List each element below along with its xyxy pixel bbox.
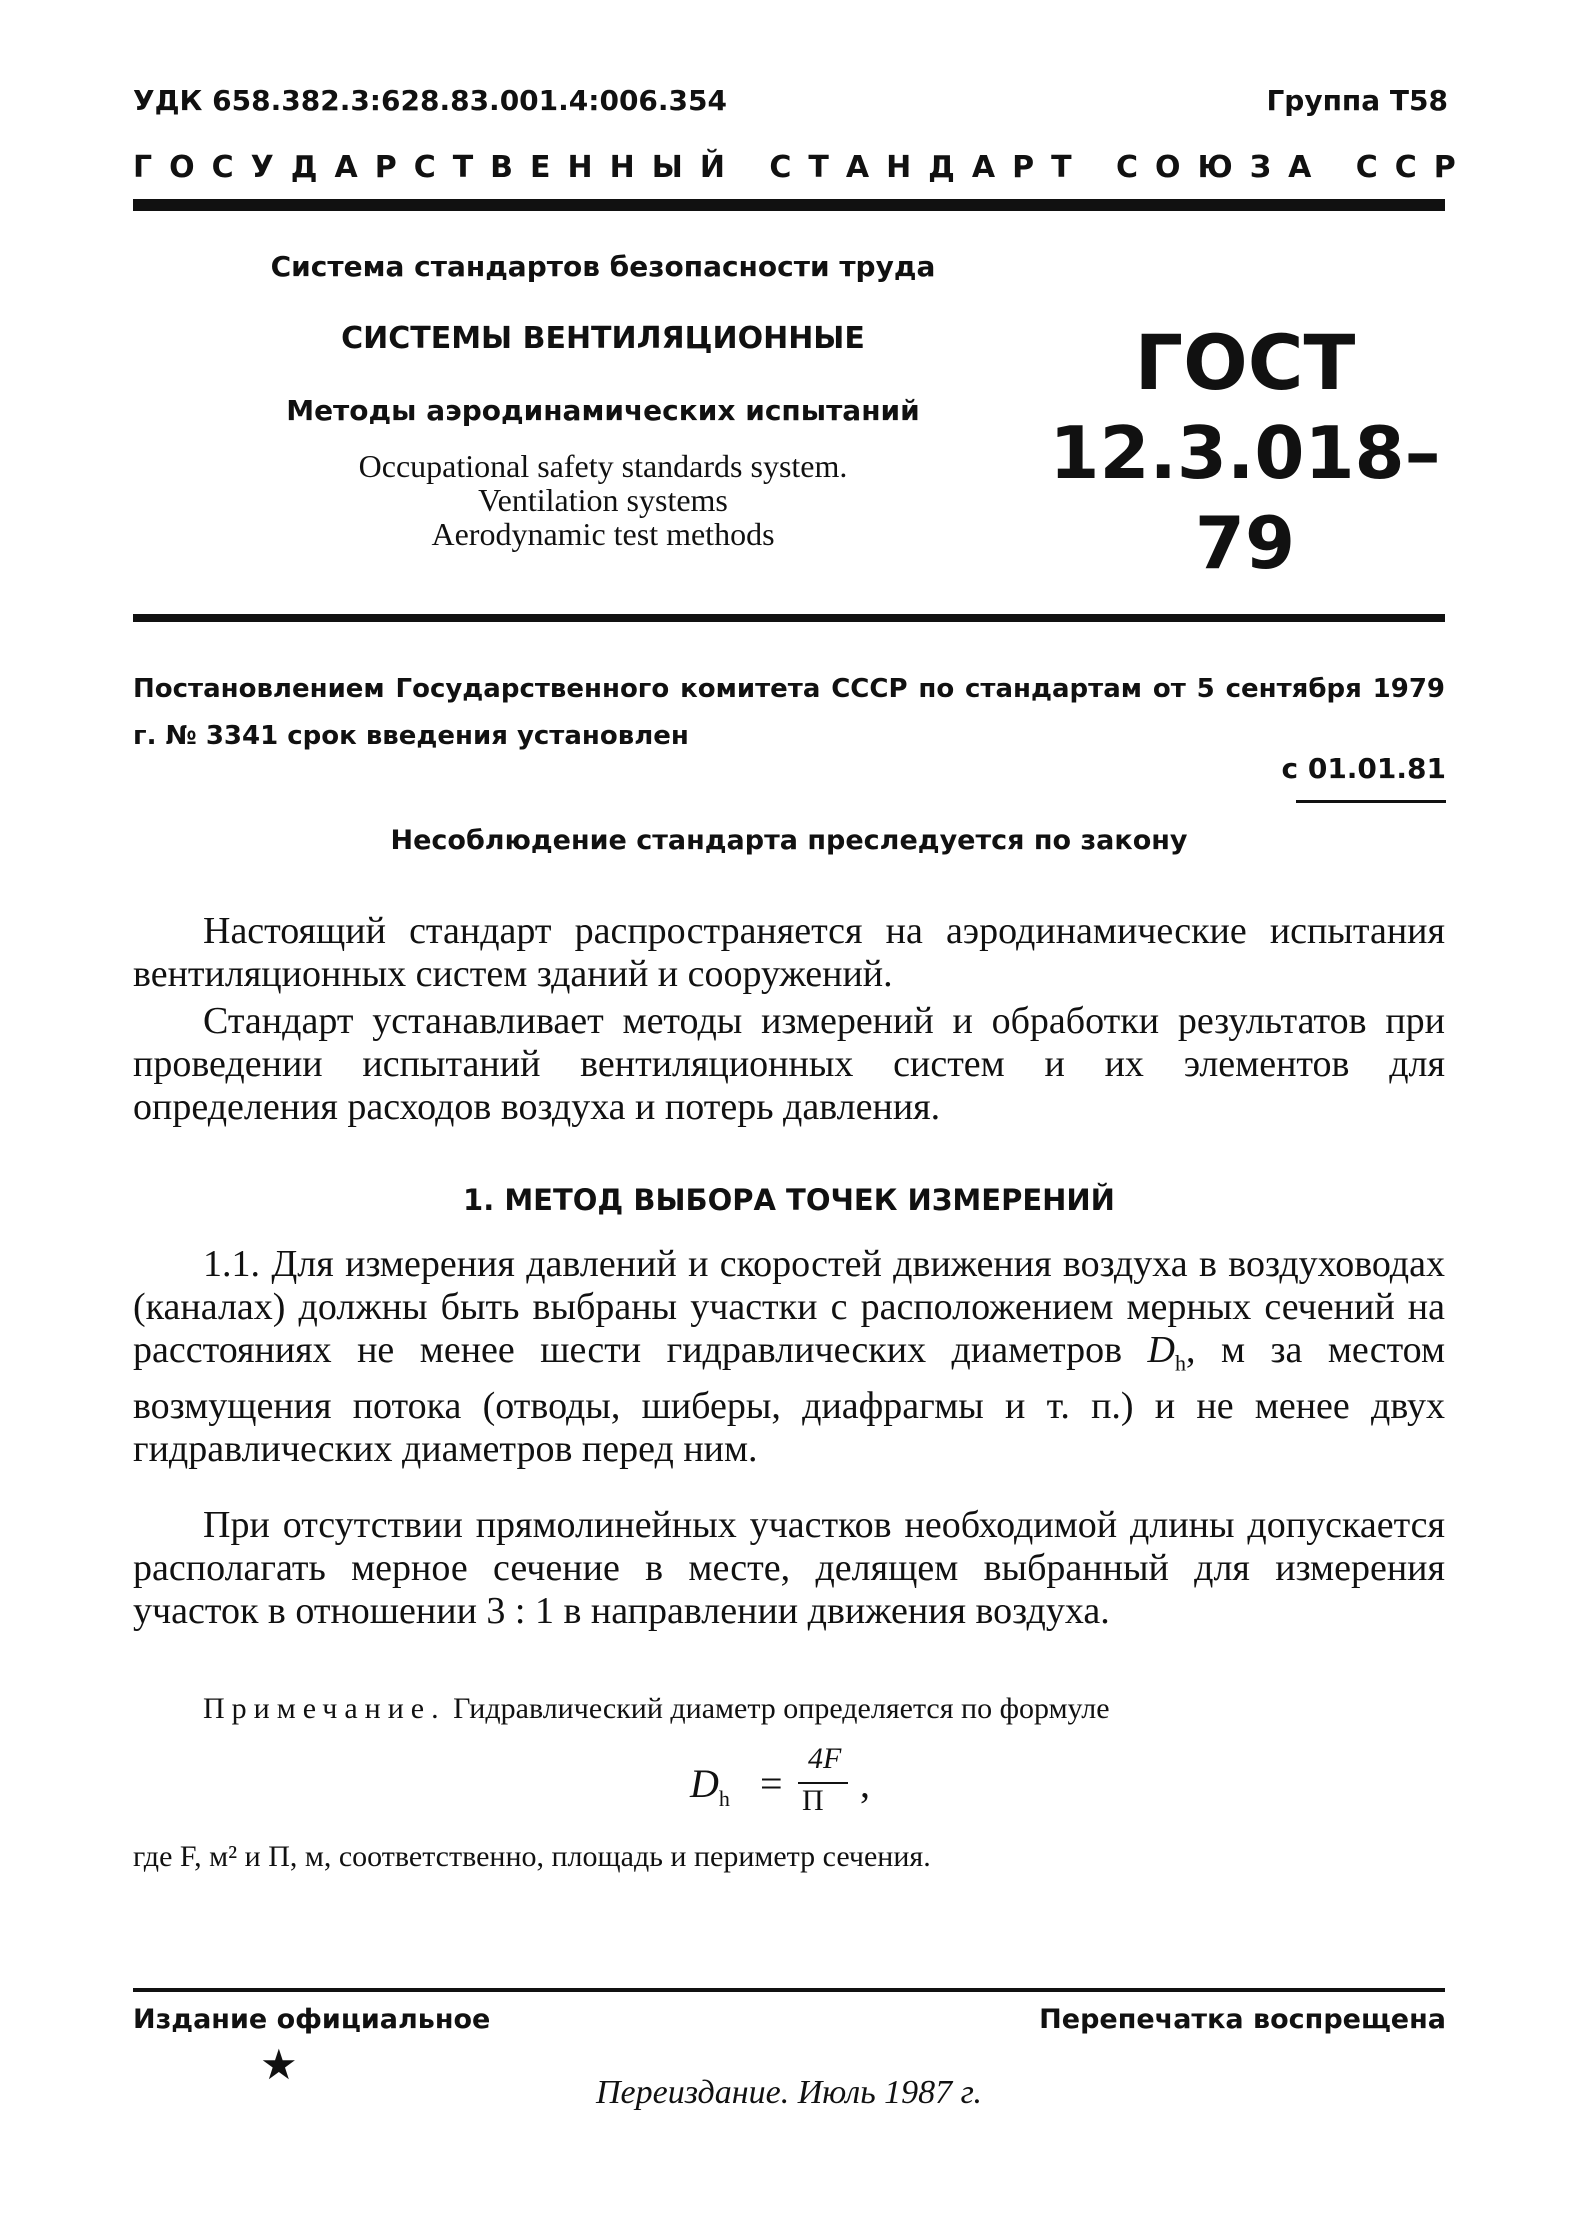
english-title-line: Occupational safety standards system. bbox=[358, 448, 848, 484]
paragraph-1-1-text-continued: , м за местом возмущения потока (отводы, шиберы, диафрагмы и т. п.) и не менее двух гидравлических диаметров перед ним. bbox=[133, 1329, 1446, 1470]
top-rule bbox=[133, 199, 1445, 211]
gost-number: 12.3.018–79 bbox=[1049, 411, 1441, 585]
middle-rule bbox=[133, 614, 1445, 622]
hydraulic-diameter-formula bbox=[690, 1742, 910, 1822]
formula-legend: где F, м² и П, м, соответственно, площадь и периметр сечения. bbox=[133, 1840, 931, 1873]
section-heading: 1. МЕТОД ВЫБОРА ТОЧЕК ИЗМЕРЕНИЙ bbox=[463, 1183, 1115, 1217]
standards-series: Система стандартов безопасности труда bbox=[270, 250, 936, 283]
formula-lhs-subscript: h bbox=[718, 1786, 730, 1811]
enforcement-notice: Несоблюдение стандарта преследуется по закону bbox=[390, 825, 1188, 856]
hydraulic-diameter-symbol: D bbox=[1147, 1329, 1175, 1371]
gost-label: ГОСТ bbox=[1134, 318, 1356, 407]
title-block bbox=[233, 250, 973, 551]
group-code: Группа Т58 bbox=[1266, 84, 1448, 117]
note-label: Примечание. bbox=[203, 1692, 446, 1725]
formula-lhs bbox=[690, 1760, 730, 1812]
formula-numerator: 4F bbox=[808, 1742, 842, 1775]
formula-denominator: П bbox=[802, 1784, 824, 1817]
gost-designation bbox=[1030, 318, 1460, 588]
formula-equals: = bbox=[760, 1761, 783, 1806]
formula-comma: , bbox=[860, 1761, 870, 1806]
date-underline bbox=[1296, 800, 1446, 803]
effective-date: с 01.01.81 bbox=[1281, 752, 1446, 785]
star-icon: ★ bbox=[260, 2043, 298, 2089]
paragraph-1-1 bbox=[133, 1243, 1445, 1471]
reissue-note: Переиздание. Июль 1987 г. bbox=[595, 2074, 982, 2111]
paragraph-straight-sections: При отсутствии прямолинейных участков необходимой длины допускается располагать мерное сечение в месте, делящем выбранный для измерения участок в отношении 3 : 1 в направлении движения воздуха. bbox=[133, 1504, 1445, 1632]
paragraph-scope: Настоящий стандарт распространяется на аэродинамические испытания вентиляционных систем зданий и сооружений. bbox=[133, 910, 1445, 995]
note-text: Гидравлический диаметр определяется по формуле bbox=[445, 1692, 1110, 1725]
decree-text: Постановлением Государственного комитета СССР по стандартам от 5 сентября 1979 г. № 3341 срок введения установлен bbox=[133, 674, 1445, 751]
reprint-prohibited-label: Перепечатка воспрещена bbox=[1039, 2004, 1446, 2035]
paragraph-1-1-text: 1.1. Для измерения давлений и скоростей движения воздуха в воздуховодах (каналах) должны быть выбраны участки с расположением мерных сечений на расстояниях не менее шести гидравлических диаметров bbox=[133, 1243, 1445, 1371]
note bbox=[203, 1692, 1110, 1726]
english-title-line: Ventilation systems bbox=[478, 482, 728, 518]
udk-code: УДК 658.382.3:628.83.001.4:006.354 bbox=[133, 84, 727, 117]
official-edition-label: Издание официальное bbox=[133, 2004, 491, 2035]
state-standard-heading: ГОСУДАРСТВЕННЫЙ СТАНДАРТ СОЮЗА ССР bbox=[133, 150, 1473, 185]
hydraulic-diameter-subscript: h bbox=[1174, 1350, 1186, 1376]
document-subtitle: Методы аэродинамических испытаний bbox=[286, 394, 920, 427]
document-title: СИСТЕМЫ ВЕНТИЛЯЦИОННЫЕ bbox=[341, 321, 865, 356]
english-title-line: Aerodynamic test methods bbox=[431, 516, 775, 552]
formula-lhs-symbol: D bbox=[690, 1761, 719, 1806]
bottom-rule bbox=[133, 1988, 1445, 1992]
paragraph-purpose: Стандарт устанавливает методы измерений и обработки результатов при проведении испытаний вентиляционных систем и их элементов для определения расходов воздуха и потерь давления. bbox=[133, 1000, 1445, 1128]
